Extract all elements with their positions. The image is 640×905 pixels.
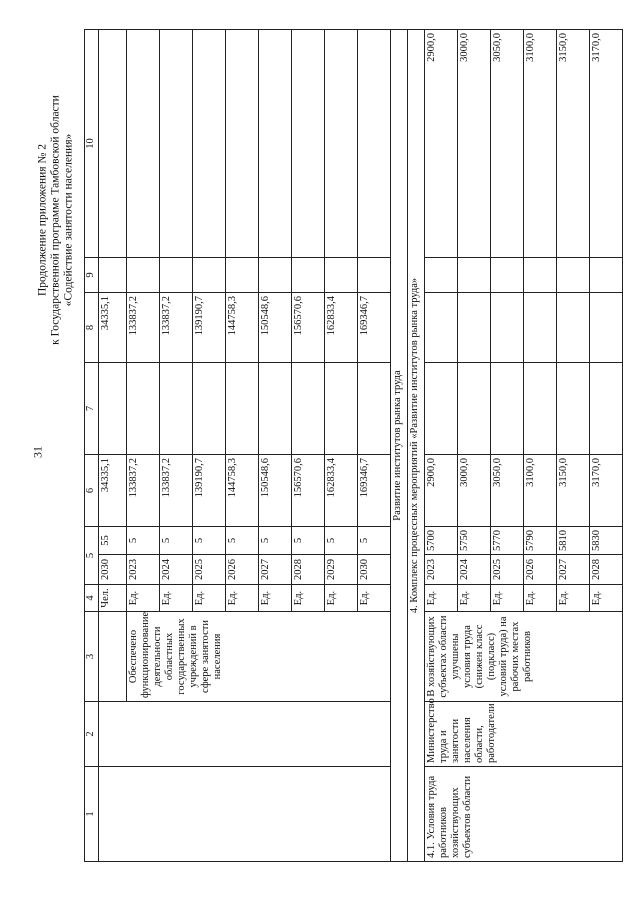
cell-col8: 133837,2 [160,293,193,363]
header-line-3: «Содействие занятости населения» [62,133,75,307]
cell-year: 2030 [358,555,391,585]
cell-col10 [358,30,391,258]
cell-col6: 144758,3 [226,455,259,527]
cell-value: 5 [358,527,391,555]
cell-col3-text: В хозяйствующих субъектах области улучшены условия труда (снижен класс (подкласс) условий труда) на рабочих местах работников [425,612,623,702]
cell-year: 2030 [99,555,127,585]
cell-col10: 3170,0 [590,30,623,258]
cell-col6: 139190,7 [193,455,226,527]
col-header-3: 3 [85,612,99,702]
cell-col6: 34335,1 [99,455,127,527]
cell-unit: Ед. [259,585,292,612]
cell-unit: Ед. [160,585,193,612]
cell-col1-empty [99,767,391,862]
cell-col9 [458,258,491,293]
cell-value: 5750 [458,527,491,555]
cell-col8: 139190,7 [193,293,226,363]
subsection-title-row [408,30,425,862]
cell-col8 [458,293,491,363]
cell-col9 [325,258,358,293]
cell-col8 [557,293,590,363]
section-title: Развитие институтов рынка труда [391,30,408,862]
cell-col6: 3150,0 [557,455,590,527]
cell-col9 [259,258,292,293]
cell-col9 [226,258,259,293]
cell-col9 [358,258,391,293]
section-title-row [391,30,408,862]
cell-col10 [160,30,193,258]
cell-year: 2026 [226,555,259,585]
cell-col7 [425,363,458,455]
cell-col3-description: Обеспечено функционирование деятельности областных государственных учреждений в сфере занятости населения [127,612,391,702]
cell-value: 5 [292,527,325,555]
cell-col7 [557,363,590,455]
cell-unit: Чел. [99,585,127,612]
page-number: 31 [30,446,45,458]
col-header-6: 6 [85,455,99,527]
cell-year: 2028 [590,555,623,585]
cell-col9 [292,258,325,293]
cell-unit: Ед. [127,585,160,612]
cell-col8 [524,293,557,363]
cell-unit: Ед. [226,585,259,612]
cell-col9 [491,258,524,293]
cell-value: 5 [160,527,193,555]
cell-col9 [524,258,557,293]
cell-value: 5700 [425,527,458,555]
cell-col6: 3050,0 [491,455,524,527]
cell-col6: 162833,4 [325,455,358,527]
cell-col7 [590,363,623,455]
cell-col7 [458,363,491,455]
table-row [99,30,127,862]
col-header-8: 8 [85,293,99,363]
cell-col6: 169346,7 [358,455,391,527]
header-line-2: к Государственной программе Тамбовской области [49,95,62,345]
cell-value: 5790 [524,527,557,555]
cell-col10: 3050,0 [491,30,524,258]
cell-col10 [226,30,259,258]
cell-col10: 3150,0 [557,30,590,258]
header-line-1: Продолжение приложения № 2 [36,143,49,297]
cell-value: 5 [259,527,292,555]
col-header-2: 2 [85,702,99,767]
cell-col7 [491,363,524,455]
cell-col7 [127,363,160,455]
cell-col7 [99,363,127,455]
cell-col6: 2900,0 [425,455,458,527]
cell-col10 [325,30,358,258]
cell-col6: 3100,0 [524,455,557,527]
cell-unit: Ед. [491,585,524,612]
cell-col9 [127,258,160,293]
cell-col10: 3100,0 [524,30,557,258]
cell-col7 [325,363,358,455]
rotated-table-container [84,30,603,862]
cell-year: 2023 [127,555,160,585]
cell-value: 5 [325,527,358,555]
cell-unit: Ед. [292,585,325,612]
cell-col7 [358,363,391,455]
cell-col7 [160,363,193,455]
cell-col8 [425,293,458,363]
cell-col9 [425,258,458,293]
cell-col9 [590,258,623,293]
cell-col8 [491,293,524,363]
cell-year: 2025 [491,555,524,585]
cell-value: 5830 [590,527,623,555]
cell-year: 2028 [292,555,325,585]
cell-col8: 144758,3 [226,293,259,363]
column-number-row [85,30,99,862]
cell-col7 [259,363,292,455]
cell-col10 [127,30,160,258]
cell-unit: Ед. [458,585,491,612]
cell-col7 [524,363,557,455]
cell-col10: 3000,0 [458,30,491,258]
cell-col6: 133837,2 [160,455,193,527]
cell-col8: 34335,1 [99,293,127,363]
cell-year: 2023 [425,555,458,585]
col-header-5: 5 [85,527,99,585]
cell-col6: 3000,0 [458,455,491,527]
cell-year: 2026 [524,555,557,585]
cell-col1-text: 4.1. Условия труда работников хозяйствующих субъектов области [425,767,623,862]
cell-year: 2027 [557,555,590,585]
subsection-title: 4. Комплекс процессных мероприятий «Развитие институтов рынка труда» [408,30,425,862]
cell-unit: Ед. [325,585,358,612]
cell-year: 2029 [325,555,358,585]
cell-col10 [292,30,325,258]
cell-col2-empty [99,702,391,767]
col-header-1: 1 [85,767,99,862]
col-header-9: 9 [85,258,99,293]
cell-value: 5 [193,527,226,555]
cell-col6: 150548,6 [259,455,292,527]
cell-col10 [193,30,226,258]
cell-col9 [193,258,226,293]
cell-col10 [99,30,127,258]
cell-unit: Ед. [425,585,458,612]
cell-col2-text: Министерство труда и занятости населения области, работодатели [425,702,623,767]
table-row [425,30,458,862]
cell-unit: Ед. [358,585,391,612]
cell-year: 2027 [259,555,292,585]
cell-value: 55 [99,527,127,555]
cell-col8: 133837,2 [127,293,160,363]
cell-col10: 2900,0 [425,30,458,258]
cell-col8: 162833,4 [325,293,358,363]
cell-col8 [590,293,623,363]
cell-col8: 169346,7 [358,293,391,363]
cell-col7 [226,363,259,455]
cell-col7 [292,363,325,455]
cell-col6: 3170,0 [590,455,623,527]
program-table [84,29,623,862]
cell-value: 5810 [557,527,590,555]
cell-year: 2024 [458,555,491,585]
cell-value: 5 [226,527,259,555]
cell-year: 2024 [160,555,193,585]
cell-col8: 150548,6 [259,293,292,363]
cell-col10 [259,30,292,258]
cell-unit: Ед. [524,585,557,612]
cell-col6: 156570,6 [292,455,325,527]
col-header-4: 4 [85,585,99,612]
cell-year: 2025 [193,555,226,585]
cell-col9 [557,258,590,293]
cell-unit: Ед. [590,585,623,612]
cell-value: 5 [127,527,160,555]
cell-col9 [160,258,193,293]
cell-col8: 156570,6 [292,293,325,363]
document-header [37,95,76,345]
cell-unit: Ед. [557,585,590,612]
col-header-10: 10 [85,30,99,258]
cell-unit: Ед. [193,585,226,612]
col-header-7: 7 [85,363,99,455]
cell-col9 [99,258,127,293]
cell-value: 5770 [491,527,524,555]
cell-col6: 133837,2 [127,455,160,527]
cell-col3-empty [99,612,127,702]
cell-col7 [193,363,226,455]
